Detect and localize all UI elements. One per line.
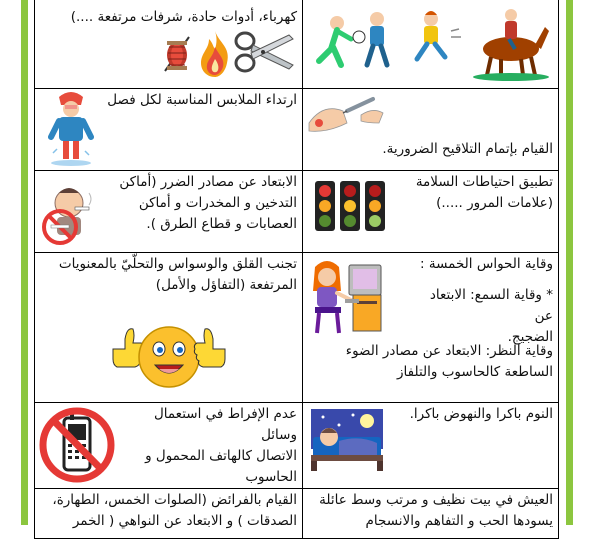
text-line: * وقاية السمع: الابتعاد عن	[429, 287, 553, 324]
cell-text	[39, 254, 297, 296]
cell-clean-home	[303, 489, 559, 539]
cell-vaccination	[303, 89, 559, 171]
text-line: وقاية الحواس الخمسة :	[420, 256, 553, 272]
no-smoking-icon	[41, 181, 95, 245]
text-line: الاتصال كالهاتف المحمول و	[145, 448, 297, 464]
thumbs-up-smiley-icon	[107, 309, 231, 395]
text-line: الحاسوب	[245, 469, 297, 485]
cell-sleep	[303, 403, 559, 489]
needle-thread-icon	[159, 33, 195, 75]
cell-senses	[303, 253, 559, 403]
cell-text	[307, 490, 553, 532]
cell-text	[307, 341, 553, 383]
cell-devices	[35, 403, 303, 489]
table-row	[35, 89, 559, 171]
cell-text: ارتداء الملابس المناسبة لكل فصل	[107, 92, 297, 108]
cell-religious-duties	[35, 489, 303, 539]
health-tips-table	[34, 0, 559, 539]
no-phone-icon	[38, 404, 116, 486]
text-line: تجنب القلق والوسواس والتحلّيّ بالمعنويات	[58, 256, 297, 272]
cell-text: كهرباء، أدوات حادة، شرفات مرتفعة ....)	[70, 9, 297, 25]
cell-text	[39, 490, 297, 532]
text-line: عدم الإفراط في استعمال وسائل	[153, 406, 297, 443]
text-line: يسودها الحب و التفاهم والانسجام	[365, 513, 553, 529]
text-line: تطبيق احتياطات السلامة	[415, 174, 553, 190]
text-line: وقاية النظر: الابتعاد عن مصادر الضوء	[345, 343, 553, 359]
children-playing-icon	[311, 1, 551, 81]
traffic-lights-icon	[313, 179, 387, 233]
text-line: الضجيج.	[507, 329, 553, 345]
cell-hazards	[35, 0, 303, 89]
cold-child-icon	[47, 91, 95, 167]
right-green-border	[566, 0, 573, 525]
cell-optimism	[35, 253, 303, 403]
text-line: الابتعاد عن مصادر الضرر (أماكن	[119, 174, 297, 190]
text-line: النوم باكرا والنهوض باكرا.	[409, 406, 553, 422]
text-line: التدخين و المخدرات و أماكن	[138, 195, 297, 211]
sleeping-child-icon	[309, 407, 385, 473]
cell-text	[117, 404, 297, 488]
scissors-icon	[233, 29, 295, 75]
text-line: (علامات المرور .....)	[436, 195, 553, 211]
table-row	[35, 253, 559, 403]
cell-text	[423, 285, 553, 348]
table-row	[35, 0, 559, 89]
text-line: العيش في بيت نظيف و مرتب وسط عائلة	[319, 492, 553, 508]
left-green-border	[21, 0, 28, 525]
cell-text	[105, 172, 297, 235]
text-line: القيام بالفرائض (الصلوات الخمس، الطهارة،	[52, 492, 297, 508]
fire-icon	[197, 29, 233, 79]
table-row	[35, 403, 559, 489]
table-row	[35, 171, 559, 253]
cell-children-playing	[303, 0, 559, 89]
text-line: العصابات و قطاع الطرق ).	[146, 216, 297, 232]
cell-avoid-harm	[35, 171, 303, 253]
table-row	[35, 489, 559, 539]
cell-safety	[303, 171, 559, 253]
text-line: المرتفعة (التفاؤل والأمل)	[155, 277, 297, 293]
cell-clothing	[35, 89, 303, 171]
cell-text: القيام بإتمام التلاقيح الضرورية.	[382, 141, 553, 157]
girl-computer-icon	[305, 257, 387, 341]
text-line: الصدقات ) و الابتعاد عن النواهي ( الخمر	[72, 513, 297, 529]
text-line: الساطعة كالحاسوب والتلفاز	[397, 364, 553, 380]
vaccination-icon	[307, 93, 387, 139]
